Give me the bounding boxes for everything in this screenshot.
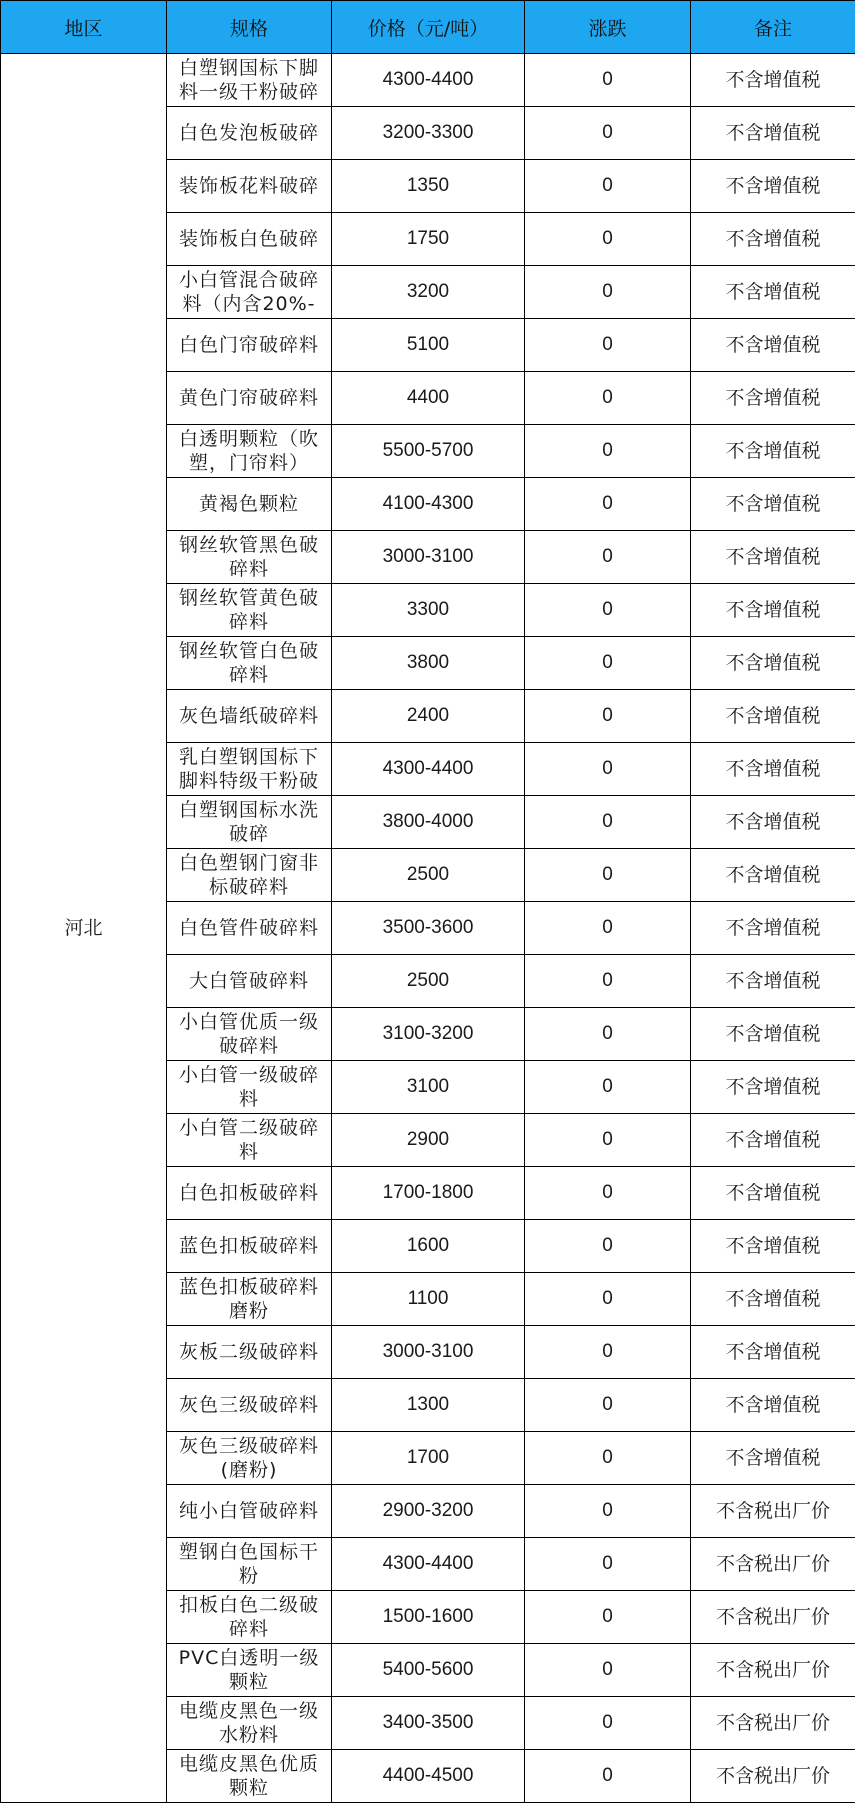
note-cell: 不含增值税	[691, 1432, 855, 1485]
change-cell: 0	[525, 372, 691, 425]
change-cell: 0	[525, 796, 691, 849]
change-cell: 0	[525, 902, 691, 955]
note-cell: 不含增值税	[691, 213, 855, 266]
price-cell: 2400	[332, 690, 525, 743]
change-cell: 0	[525, 531, 691, 584]
price-cell: 5100	[332, 319, 525, 372]
note-cell: 不含增值税	[691, 319, 855, 372]
change-cell: 0	[525, 1220, 691, 1273]
change-cell: 0	[525, 107, 691, 160]
price-cell: 4300-4400	[332, 1538, 525, 1591]
change-cell: 0	[525, 849, 691, 902]
change-cell: 0	[525, 160, 691, 213]
price-cell: 3000-3100	[332, 1326, 525, 1379]
note-cell: 不含增值税	[691, 1114, 855, 1167]
price-cell: 5400-5600	[332, 1644, 525, 1697]
spec-cell: 扣板白色二级破碎料	[167, 1591, 332, 1644]
price-cell: 3200-3300	[332, 107, 525, 160]
spec-cell: 白色发泡板破碎	[167, 107, 332, 160]
price-cell: 1600	[332, 1220, 525, 1273]
spec-cell: 白色门帘破碎料	[167, 319, 332, 372]
table-row	[1, 54, 855, 107]
note-cell: 不含增值税	[691, 690, 855, 743]
price-cell: 3500-3600	[332, 902, 525, 955]
price-cell: 2500	[332, 955, 525, 1008]
spec-cell: 白透明颗粒（吹塑，门帘料）	[167, 425, 332, 478]
spec-cell: 小白管优质一级破碎料	[167, 1008, 332, 1061]
price-cell: 1700-1800	[332, 1167, 525, 1220]
price-cell: 1700	[332, 1432, 525, 1485]
change-cell: 0	[525, 1432, 691, 1485]
note-cell: 不含增值税	[691, 637, 855, 690]
price-cell: 1100	[332, 1273, 525, 1326]
price-cell: 3800-4000	[332, 796, 525, 849]
spec-cell: 灰板二级破碎料	[167, 1326, 332, 1379]
spec-cell: 白色管件破碎料	[167, 902, 332, 955]
note-cell: 不含税出厂价	[691, 1538, 855, 1591]
price-cell: 4300-4400	[332, 743, 525, 796]
table-body	[1, 54, 855, 1803]
note-cell: 不含增值税	[691, 584, 855, 637]
change-cell: 0	[525, 1644, 691, 1697]
note-cell: 不含税出厂价	[691, 1591, 855, 1644]
note-cell: 不含增值税	[691, 1379, 855, 1432]
price-cell: 4400-4500	[332, 1750, 525, 1803]
spec-cell: 钢丝软管白色破碎料	[167, 637, 332, 690]
note-cell: 不含增值税	[691, 54, 855, 107]
header-price: 价格（元/吨）	[332, 1, 525, 54]
price-cell: 3200	[332, 266, 525, 319]
change-cell: 0	[525, 425, 691, 478]
change-cell: 0	[525, 1697, 691, 1750]
spec-cell: 白塑钢国标水洗破碎	[167, 796, 332, 849]
note-cell: 不含增值税	[691, 1220, 855, 1273]
spec-cell: 大白管破碎料	[167, 955, 332, 1008]
change-cell: 0	[525, 637, 691, 690]
spec-cell: 灰色三级破碎料(磨粉)	[167, 1432, 332, 1485]
spec-cell: 电缆皮黑色一级水粉料	[167, 1697, 332, 1750]
note-cell: 不含增值税	[691, 478, 855, 531]
spec-cell: 蓝色扣板破碎料	[167, 1220, 332, 1273]
spec-cell: 小白管一级破碎料	[167, 1061, 332, 1114]
spec-cell: 电缆皮黑色优质颗粒	[167, 1750, 332, 1803]
price-cell: 1350	[332, 160, 525, 213]
change-cell: 0	[525, 1326, 691, 1379]
change-cell: 0	[525, 1008, 691, 1061]
note-cell: 不含税出厂价	[691, 1485, 855, 1538]
change-cell: 0	[525, 54, 691, 107]
spec-cell: 小白管混合破碎料（内含20%-	[167, 266, 332, 319]
spec-cell: 塑钢白色国标干粉	[167, 1538, 332, 1591]
spec-cell: 蓝色扣板破碎料磨粉	[167, 1273, 332, 1326]
spec-cell: 钢丝软管黑色破碎料	[167, 531, 332, 584]
region-cell: 河北	[1, 54, 167, 1803]
price-cell: 3000-3100	[332, 531, 525, 584]
price-cell: 4300-4400	[332, 54, 525, 107]
note-cell: 不含增值税	[691, 796, 855, 849]
spec-cell: 装饰板白色破碎	[167, 213, 332, 266]
change-cell: 0	[525, 1485, 691, 1538]
price-cell: 2900	[332, 1114, 525, 1167]
price-cell: 3100-3200	[332, 1008, 525, 1061]
spec-cell: 小白管二级破碎料	[167, 1114, 332, 1167]
note-cell: 不含增值税	[691, 425, 855, 478]
price-cell: 1500-1600	[332, 1591, 525, 1644]
spec-cell: 灰色三级破碎料	[167, 1379, 332, 1432]
header-region: 地区	[1, 1, 167, 54]
note-cell: 不含增值税	[691, 266, 855, 319]
price-cell: 3400-3500	[332, 1697, 525, 1750]
price-cell: 2500	[332, 849, 525, 902]
spec-cell: 乳白塑钢国标下脚料特级干粉破	[167, 743, 332, 796]
change-cell: 0	[525, 319, 691, 372]
note-cell: 不含增值税	[691, 1008, 855, 1061]
change-cell: 0	[525, 955, 691, 1008]
change-cell: 0	[525, 1591, 691, 1644]
header-change: 涨跌	[525, 1, 691, 54]
header-row	[1, 1, 855, 54]
spec-cell: 钢丝软管黄色破碎料	[167, 584, 332, 637]
note-cell: 不含税出厂价	[691, 1697, 855, 1750]
price-cell: 4100-4300	[332, 478, 525, 531]
change-cell: 0	[525, 743, 691, 796]
price-cell: 4400	[332, 372, 525, 425]
spec-cell: 白色塑钢门窗非标破碎料	[167, 849, 332, 902]
change-cell: 0	[525, 213, 691, 266]
header-spec: 规格	[167, 1, 332, 54]
note-cell: 不含增值税	[691, 372, 855, 425]
price-cell: 3100	[332, 1061, 525, 1114]
spec-cell: 装饰板花料破碎	[167, 160, 332, 213]
note-cell: 不含增值税	[691, 531, 855, 584]
spec-cell: 纯小白管破碎料	[167, 1485, 332, 1538]
change-cell: 0	[525, 584, 691, 637]
price-cell: 3300	[332, 584, 525, 637]
change-cell: 0	[525, 1061, 691, 1114]
note-cell: 不含增值税	[691, 743, 855, 796]
change-cell: 0	[525, 1114, 691, 1167]
note-cell: 不含增值税	[691, 107, 855, 160]
note-cell: 不含税出厂价	[691, 1750, 855, 1803]
price-cell: 5500-5700	[332, 425, 525, 478]
note-cell: 不含增值税	[691, 1167, 855, 1220]
price-cell: 1750	[332, 213, 525, 266]
change-cell: 0	[525, 478, 691, 531]
price-cell: 2900-3200	[332, 1485, 525, 1538]
spec-cell: 白色扣板破碎料	[167, 1167, 332, 1220]
price-cell: 1300	[332, 1379, 525, 1432]
note-cell: 不含增值税	[691, 160, 855, 213]
spec-cell: 灰色墙纸破碎料	[167, 690, 332, 743]
note-cell: 不含税出厂价	[691, 1644, 855, 1697]
header-note: 备注	[691, 1, 855, 54]
change-cell: 0	[525, 1273, 691, 1326]
change-cell: 0	[525, 266, 691, 319]
change-cell: 0	[525, 1379, 691, 1432]
note-cell: 不含增值税	[691, 849, 855, 902]
note-cell: 不含增值税	[691, 902, 855, 955]
spec-cell: 黄色门帘破碎料	[167, 372, 332, 425]
note-cell: 不含增值税	[691, 1326, 855, 1379]
change-cell: 0	[525, 1167, 691, 1220]
price-cell: 3800	[332, 637, 525, 690]
spec-cell: PVC白透明一级颗粒	[167, 1644, 332, 1697]
note-cell: 不含增值税	[691, 1273, 855, 1326]
change-cell: 0	[525, 1538, 691, 1591]
spec-cell: 白塑钢国标下脚料一级干粉破碎	[167, 54, 332, 107]
change-cell: 0	[525, 690, 691, 743]
spec-cell: 黄褐色颗粒	[167, 478, 332, 531]
note-cell: 不含增值税	[691, 955, 855, 1008]
change-cell: 0	[525, 1750, 691, 1803]
note-cell: 不含增值税	[691, 1061, 855, 1114]
